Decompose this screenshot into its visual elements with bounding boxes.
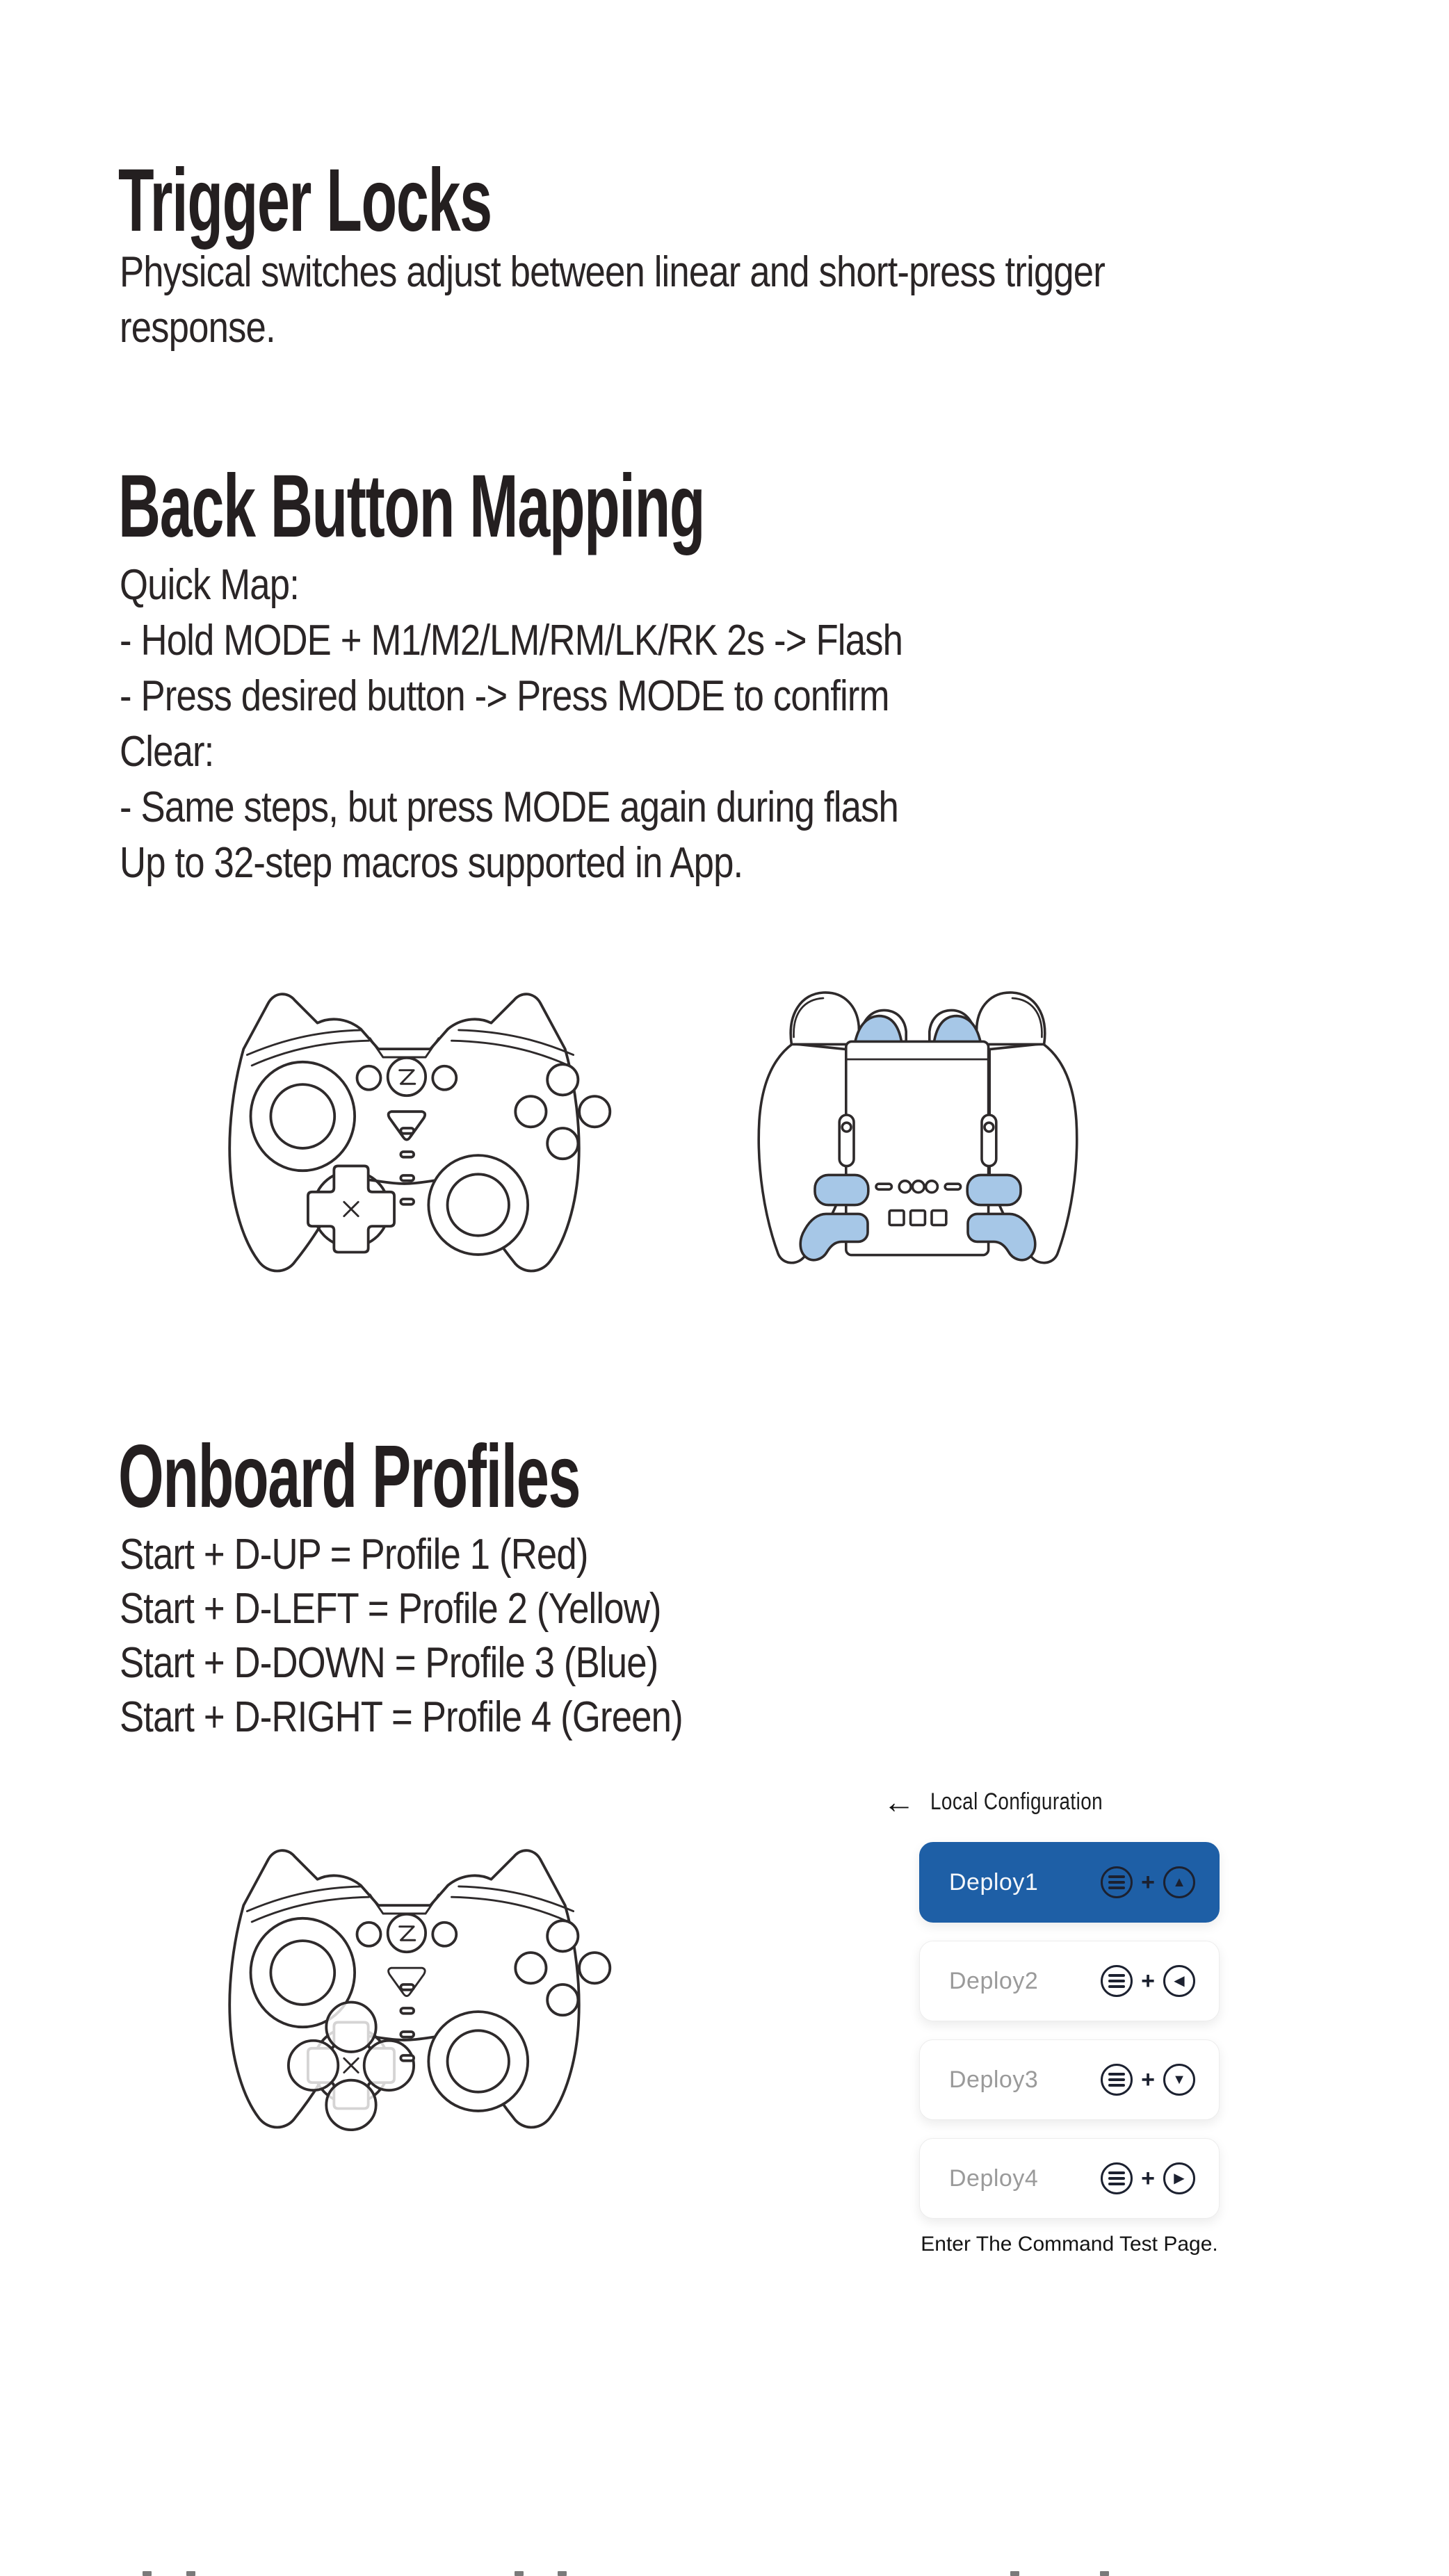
right-stick [428,1155,528,1255]
back-arrow-icon[interactable]: ← [883,1784,915,1820]
dpad-right-icon: ▶ [1163,2162,1195,2194]
deploy-label: Deploy1 [949,1868,1039,1896]
view-button [357,1923,381,1946]
deploy3-card[interactable] [919,2039,1220,2120]
section-title-back-button-mapping: Back Button Mapping [118,457,705,556]
trigger-locks-description: Physical switches adjust between linear and short-press trigger response. [120,248,1105,352]
menu-circle-icon [1101,1866,1133,1898]
menu-circle-icon [1101,2162,1133,2194]
left-stick [251,1062,355,1171]
deploy-label: Deploy2 [949,1967,1039,1994]
deploy-label: Deploy4 [949,2165,1039,2192]
plus-label: + [1141,1869,1155,1896]
menu-button [432,1923,456,1946]
deploy4-card[interactable] [919,2138,1220,2219]
controller-front-view-figure [174,951,647,1282]
cutoff-text-fragment [558,2571,567,2576]
dpad-left-highlight [289,2041,338,2090]
instruction-line: - Hold MODE + M1/M2/LM/RM/LK/RK 2s -> Flash [120,617,903,665]
button-combo [1101,1965,1195,1997]
deploy-label: Deploy3 [949,2066,1039,2093]
instruction-line: - Press desired button -> Press MODE to confirm [120,672,889,720]
profile-combo-line: Start + D-DOWN = Profile 3 (Blue) [120,1639,658,1687]
right-stick [428,2012,528,2111]
instruction-line: - Same steps, but press MODE again during flash [120,783,898,831]
dpad-left-icon: ◀ [1163,1965,1195,1997]
profile-combo-line: Start + D-UP = Profile 1 (Red) [120,1531,588,1579]
connector-ports [889,1211,946,1225]
profile-combo-line: Start + D-LEFT = Profile 2 (Yellow) [120,1585,661,1633]
dpad-down-highlight [326,2080,375,2130]
dpad-up-highlight [326,2003,375,2052]
cutoff-text-fragment [143,2571,152,2576]
dpad-up-icon: ▲ [1163,1866,1195,1898]
brand-logo-button [388,1058,426,1095]
button-combo [1101,1866,1195,1898]
right-bumper-trigger [930,993,1045,1044]
dpad-right-highlight [364,2041,414,2090]
button-combo [1101,2064,1195,2096]
profile-combo-line: Start + D-RIGHT = Profile 4 (Green) [120,1693,683,1741]
cutoff-text-fragment [515,2571,524,2576]
controller-profile-dpad-figure [174,1807,647,2138]
brand-logo-button [388,1914,426,1952]
deploy2-card[interactable] [919,1941,1220,2021]
onboard-profiles-combos [120,1528,683,1745]
view-button [357,1066,381,1090]
cutoff-text-fragment [186,2571,195,2576]
plus-label: + [1141,2066,1155,2093]
section-title-trigger-locks: Trigger Locks [118,151,492,250]
instruction-line: Quick Map: [120,561,300,609]
button-combo [1101,2162,1195,2194]
command-test-note: Enter The Command Test Page. [921,2233,1218,2256]
plus-label: + [1141,1968,1155,1994]
menu-circle-icon [1101,1965,1133,1997]
back-button-mapping-instructions [120,557,902,891]
instruction-line: Clear: [120,728,214,776]
plus-label: + [1141,2165,1155,2192]
left-strap-loop [839,1115,854,1166]
deploy1-card[interactable] [919,1842,1220,1923]
cutoff-text-fragment [1100,2571,1109,2576]
instruction-line: Up to 32-step macros supported in App. [120,839,743,887]
section-title-onboard-profiles: Onboard Profiles [118,1427,581,1526]
local-config-title: Local Configuration [930,1788,1103,1815]
right-strap-loop [982,1115,996,1166]
menu-button [432,1066,456,1090]
dpad-down-icon: ▼ [1163,2064,1195,2096]
menu-circle-icon [1101,2064,1133,2096]
controller-back-view-figure [709,954,1154,1265]
cutoff-text-fragment [1010,2571,1019,2576]
local-config-header [883,1784,1140,1820]
left-bumper-trigger [791,993,906,1044]
